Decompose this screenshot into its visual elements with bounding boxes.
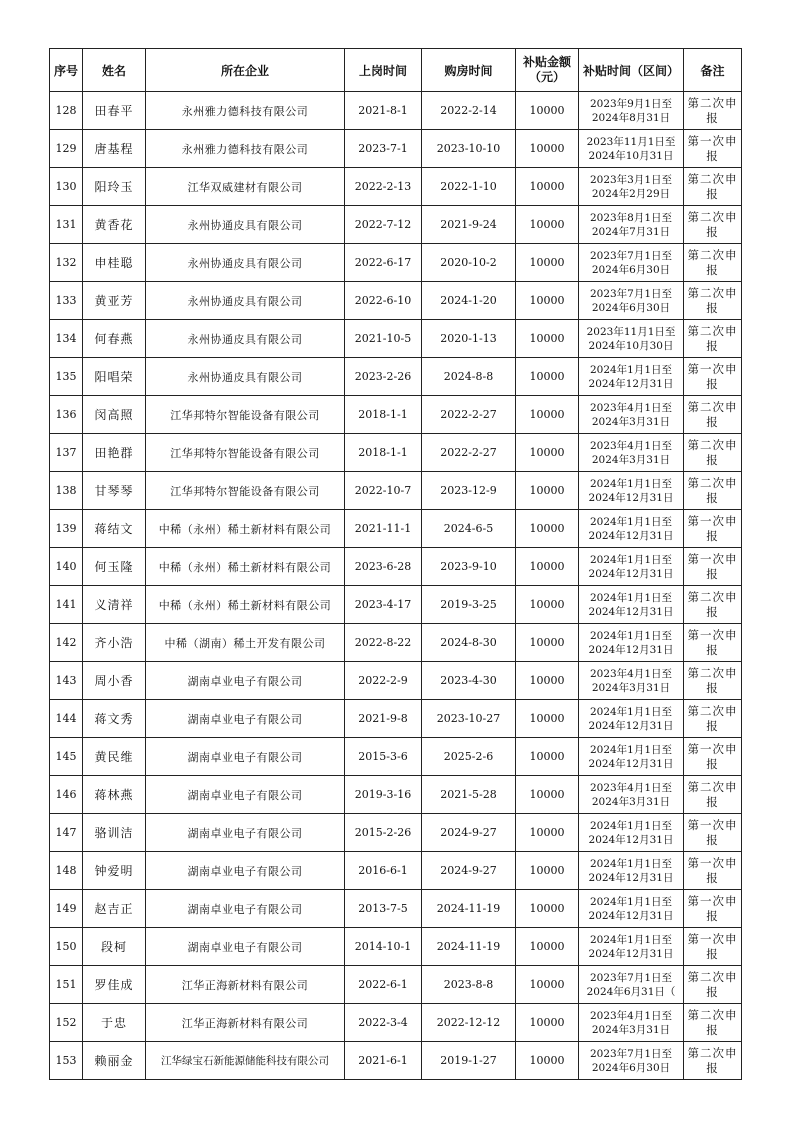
period-from: 2024年1月1日至 — [589, 743, 673, 756]
period-to: 2024年6月31日（ — [586, 985, 676, 998]
cell-purchase-date: 2019-1-27 — [422, 1042, 516, 1080]
cell-period — [579, 206, 684, 244]
table-row — [50, 130, 742, 168]
cell-seq: 147 — [50, 814, 83, 852]
period-to: 2024年12月31日 — [588, 833, 674, 846]
cell-period — [579, 548, 684, 586]
cell-amount: 10000 — [516, 168, 579, 206]
cell-name: 段柯 — [83, 928, 146, 966]
header-note: 备注 — [684, 49, 742, 92]
cell-start-date: 2021-10-5 — [345, 320, 422, 358]
cell-period — [579, 396, 684, 434]
cell-name: 蒋结文 — [83, 510, 146, 548]
period-to: 2024年3月31日 — [591, 415, 671, 428]
cell-note: 第一次申报 — [684, 130, 742, 168]
cell-start-date: 2021-11-1 — [345, 510, 422, 548]
period-from: 2024年1月1日至 — [589, 591, 673, 604]
cell-company: 永州雅力德科技有限公司 — [146, 130, 345, 168]
cell-seq: 139 — [50, 510, 83, 548]
cell-period — [579, 586, 684, 624]
table-row — [50, 510, 742, 548]
cell-note: 第一次申报 — [684, 548, 742, 586]
cell-purchase-date: 2022-1-10 — [422, 168, 516, 206]
cell-note: 第二次申报 — [684, 966, 742, 1004]
cell-period — [579, 510, 684, 548]
cell-start-date: 2021-6-1 — [345, 1042, 422, 1080]
cell-period — [579, 928, 684, 966]
table-row — [50, 776, 742, 814]
cell-name: 蒋文秀 — [83, 700, 146, 738]
cell-amount: 10000 — [516, 662, 579, 700]
period-to: 2024年12月31日 — [588, 529, 674, 542]
cell-purchase-date: 2020-1-13 — [422, 320, 516, 358]
period-from: 2023年3月1日至 — [589, 173, 673, 186]
cell-seq: 131 — [50, 206, 83, 244]
subsidy-table — [49, 48, 742, 1080]
header-company: 所在企业 — [146, 49, 345, 92]
cell-company: 湖南卓业电子有限公司 — [146, 776, 345, 814]
cell-note: 第一次申报 — [684, 928, 742, 966]
cell-note: 第一次申报 — [684, 852, 742, 890]
cell-amount: 10000 — [516, 738, 579, 776]
cell-start-date: 2021-9-8 — [345, 700, 422, 738]
cell-start-date: 2022-7-12 — [345, 206, 422, 244]
cell-start-date: 2015-3-6 — [345, 738, 422, 776]
period-from: 2024年1月1日至 — [589, 363, 673, 376]
cell-start-date: 2014-10-1 — [345, 928, 422, 966]
cell-purchase-date: 2024-8-8 — [422, 358, 516, 396]
cell-amount: 10000 — [516, 776, 579, 814]
period-from: 2024年1月1日至 — [589, 895, 673, 908]
cell-purchase-date: 2019-3-25 — [422, 586, 516, 624]
cell-purchase-date: 2023-10-27 — [422, 700, 516, 738]
cell-start-date: 2019-3-16 — [345, 776, 422, 814]
cell-seq: 140 — [50, 548, 83, 586]
period-from: 2023年7月1日至 — [589, 287, 673, 300]
header-purchase-date: 购房时间 — [422, 49, 516, 92]
cell-company: 湖南卓业电子有限公司 — [146, 928, 345, 966]
cell-company: 江华正海新材料有限公司 — [146, 966, 345, 1004]
cell-period — [579, 244, 684, 282]
cell-purchase-date: 2021-5-28 — [422, 776, 516, 814]
cell-company: 中稀（永州）稀土新材料有限公司 — [146, 510, 345, 548]
cell-name: 周小香 — [83, 662, 146, 700]
period-to: 2024年6月30日 — [591, 263, 671, 276]
cell-period — [579, 434, 684, 472]
cell-start-date: 2023-4-17 — [345, 586, 422, 624]
table-row — [50, 472, 742, 510]
cell-purchase-date: 2022-2-27 — [422, 396, 516, 434]
cell-note: 第一次申报 — [684, 624, 742, 662]
period-from: 2024年1月1日至 — [589, 819, 673, 832]
cell-company: 湖南卓业电子有限公司 — [146, 814, 345, 852]
cell-seq: 152 — [50, 1004, 83, 1042]
table-row — [50, 814, 742, 852]
cell-period — [579, 1042, 684, 1080]
table-row — [50, 586, 742, 624]
cell-start-date: 2022-2-13 — [345, 168, 422, 206]
cell-start-date: 2023-2-26 — [345, 358, 422, 396]
cell-seq: 134 — [50, 320, 83, 358]
cell-name: 黄民维 — [83, 738, 146, 776]
cell-amount: 10000 — [516, 928, 579, 966]
cell-amount: 10000 — [516, 966, 579, 1004]
header-row — [50, 49, 742, 92]
table-body — [50, 92, 742, 1080]
cell-company: 永州协通皮具有限公司 — [146, 206, 345, 244]
period-to: 2024年12月31日 — [588, 377, 674, 390]
cell-seq: 143 — [50, 662, 83, 700]
period-to: 2024年6月30日 — [591, 301, 671, 314]
table-row — [50, 92, 742, 130]
cell-start-date: 2022-2-9 — [345, 662, 422, 700]
period-to: 2024年12月31日 — [588, 491, 674, 504]
cell-amount: 10000 — [516, 890, 579, 928]
table-row — [50, 852, 742, 890]
cell-note: 第二次申报 — [684, 168, 742, 206]
period-from: 2023年7月1日至 — [589, 1047, 673, 1060]
cell-name: 蒋林燕 — [83, 776, 146, 814]
table-row — [50, 168, 742, 206]
cell-seq: 144 — [50, 700, 83, 738]
cell-period — [579, 738, 684, 776]
cell-amount: 10000 — [516, 510, 579, 548]
period-to: 2024年12月31日 — [588, 947, 674, 960]
cell-seq: 132 — [50, 244, 83, 282]
cell-amount: 10000 — [516, 1004, 579, 1042]
cell-name: 何玉隆 — [83, 548, 146, 586]
cell-start-date: 2015-2-26 — [345, 814, 422, 852]
table-row — [50, 1004, 742, 1042]
cell-period — [579, 624, 684, 662]
cell-amount: 10000 — [516, 700, 579, 738]
period-to: 2024年3月31日 — [591, 681, 671, 694]
cell-company: 中稀（永州）稀土新材料有限公司 — [146, 586, 345, 624]
cell-note: 第二次申报 — [684, 92, 742, 130]
table-row — [50, 282, 742, 320]
table-row — [50, 662, 742, 700]
cell-purchase-date: 2023-12-9 — [422, 472, 516, 510]
cell-amount: 10000 — [516, 434, 579, 472]
cell-purchase-date: 2024-1-20 — [422, 282, 516, 320]
cell-period — [579, 852, 684, 890]
cell-purchase-date: 2023-10-10 — [422, 130, 516, 168]
cell-note: 第一次申报 — [684, 738, 742, 776]
cell-start-date: 2022-6-1 — [345, 966, 422, 1004]
table-row — [50, 624, 742, 662]
cell-purchase-date: 2023-4-30 — [422, 662, 516, 700]
period-from: 2024年1月1日至 — [589, 515, 673, 528]
cell-note: 第二次申报 — [684, 700, 742, 738]
cell-amount: 10000 — [516, 1042, 579, 1080]
header-period: 补贴时间（区间） — [579, 49, 684, 92]
cell-seq: 149 — [50, 890, 83, 928]
cell-start-date: 2018-1-1 — [345, 396, 422, 434]
cell-amount: 10000 — [516, 92, 579, 130]
period-from: 2024年1月1日至 — [589, 705, 673, 718]
table-row — [50, 244, 742, 282]
period-from: 2023年4月1日至 — [589, 667, 673, 680]
period-to: 2024年12月31日 — [588, 719, 674, 732]
period-to: 2024年10月31日 — [588, 149, 674, 162]
cell-company: 中稀（湖南）稀土开发有限公司 — [146, 624, 345, 662]
cell-seq: 138 — [50, 472, 83, 510]
cell-name: 骆训洁 — [83, 814, 146, 852]
cell-company: 江华正海新材料有限公司 — [146, 1004, 345, 1042]
cell-amount: 10000 — [516, 472, 579, 510]
cell-period — [579, 282, 684, 320]
cell-purchase-date: 2024-8-30 — [422, 624, 516, 662]
cell-company: 湖南卓业电子有限公司 — [146, 738, 345, 776]
cell-period — [579, 966, 684, 1004]
period-from: 2023年8月1日至 — [589, 211, 673, 224]
cell-start-date: 2018-1-1 — [345, 434, 422, 472]
cell-purchase-date: 2022-12-12 — [422, 1004, 516, 1042]
cell-amount: 10000 — [516, 586, 579, 624]
cell-seq: 128 — [50, 92, 83, 130]
period-to: 2024年12月31日 — [588, 567, 674, 580]
table-row — [50, 206, 742, 244]
table-row — [50, 396, 742, 434]
cell-company: 永州协通皮具有限公司 — [146, 244, 345, 282]
cell-company: 江华邦特尔智能设备有限公司 — [146, 472, 345, 510]
period-from: 2023年11月1日至 — [586, 135, 676, 148]
table-row — [50, 738, 742, 776]
cell-seq: 136 — [50, 396, 83, 434]
period-to: 2024年12月31日 — [588, 871, 674, 884]
cell-amount: 10000 — [516, 396, 579, 434]
cell-company: 江华绿宝石新能源储能科技有限公司 — [146, 1042, 345, 1080]
period-to: 2024年7月31日 — [591, 225, 671, 238]
cell-purchase-date: 2021-9-24 — [422, 206, 516, 244]
cell-name: 赵吉正 — [83, 890, 146, 928]
cell-amount: 10000 — [516, 814, 579, 852]
period-from: 2024年1月1日至 — [589, 553, 673, 566]
period-to: 2024年12月31日 — [588, 643, 674, 656]
cell-start-date: 2022-10-7 — [345, 472, 422, 510]
period-from: 2023年7月1日至 — [589, 249, 673, 262]
cell-note: 第二次申报 — [684, 662, 742, 700]
cell-amount: 10000 — [516, 282, 579, 320]
period-from: 2023年4月1日至 — [589, 1009, 673, 1022]
cell-company: 江华双威建材有限公司 — [146, 168, 345, 206]
header-seq: 序号 — [50, 49, 83, 92]
cell-purchase-date: 2022-2-27 — [422, 434, 516, 472]
period-to: 2024年10月30日 — [588, 339, 674, 352]
cell-company: 湖南卓业电子有限公司 — [146, 890, 345, 928]
cell-amount: 10000 — [516, 130, 579, 168]
cell-name: 黄香花 — [83, 206, 146, 244]
period-from: 2024年1月1日至 — [589, 857, 673, 870]
cell-period — [579, 662, 684, 700]
cell-purchase-date: 2024-6-5 — [422, 510, 516, 548]
cell-name: 何春燕 — [83, 320, 146, 358]
table-row — [50, 966, 742, 1004]
cell-period — [579, 358, 684, 396]
cell-period — [579, 92, 684, 130]
cell-seq: 148 — [50, 852, 83, 890]
cell-note: 第二次申报 — [684, 1004, 742, 1042]
cell-name: 申桂聪 — [83, 244, 146, 282]
cell-note: 第一次申报 — [684, 358, 742, 396]
cell-start-date: 2021-8-1 — [345, 92, 422, 130]
cell-note: 第二次申报 — [684, 776, 742, 814]
cell-note: 第一次申报 — [684, 890, 742, 928]
cell-seq: 141 — [50, 586, 83, 624]
cell-note: 第二次申报 — [684, 282, 742, 320]
cell-company: 永州协通皮具有限公司 — [146, 282, 345, 320]
cell-start-date: 2023-7-1 — [345, 130, 422, 168]
period-from: 2023年11月1日至 — [586, 325, 676, 338]
cell-period — [579, 814, 684, 852]
table-row — [50, 1042, 742, 1080]
cell-name: 黄亚芳 — [83, 282, 146, 320]
period-to: 2024年3月31日 — [591, 795, 671, 808]
cell-amount: 10000 — [516, 320, 579, 358]
cell-seq: 151 — [50, 966, 83, 1004]
cell-seq: 150 — [50, 928, 83, 966]
period-to: 2024年3月31日 — [591, 1023, 671, 1036]
period-to: 2024年8月31日 — [591, 111, 671, 124]
cell-company: 中稀（永州）稀土新材料有限公司 — [146, 548, 345, 586]
cell-company: 永州协通皮具有限公司 — [146, 320, 345, 358]
cell-seq: 142 — [50, 624, 83, 662]
cell-purchase-date: 2024-9-27 — [422, 852, 516, 890]
period-to: 2024年12月31日 — [588, 605, 674, 618]
cell-period — [579, 700, 684, 738]
cell-name: 于忠 — [83, 1004, 146, 1042]
header-amount: 补贴金额（元） — [516, 49, 579, 92]
cell-start-date: 2022-3-4 — [345, 1004, 422, 1042]
cell-name: 钟爱明 — [83, 852, 146, 890]
cell-period — [579, 776, 684, 814]
cell-seq: 133 — [50, 282, 83, 320]
cell-amount: 10000 — [516, 358, 579, 396]
cell-name: 赖丽金 — [83, 1042, 146, 1080]
cell-name: 罗佳成 — [83, 966, 146, 1004]
period-from: 2023年4月1日至 — [589, 439, 673, 452]
cell-amount: 10000 — [516, 244, 579, 282]
cell-note: 第二次申报 — [684, 206, 742, 244]
cell-company: 湖南卓业电子有限公司 — [146, 662, 345, 700]
cell-note: 第二次申报 — [684, 472, 742, 510]
cell-start-date: 2016-6-1 — [345, 852, 422, 890]
table-row — [50, 320, 742, 358]
cell-period — [579, 1004, 684, 1042]
table-row — [50, 700, 742, 738]
cell-name: 田春平 — [83, 92, 146, 130]
cell-note: 第一次申报 — [684, 814, 742, 852]
table-row — [50, 358, 742, 396]
cell-name: 阳玲玉 — [83, 168, 146, 206]
period-from: 2023年9月1日至 — [589, 97, 673, 110]
cell-seq: 153 — [50, 1042, 83, 1080]
header-name: 姓名 — [83, 49, 146, 92]
header-start-date: 上岗时间 — [345, 49, 422, 92]
cell-name: 闵高照 — [83, 396, 146, 434]
cell-note: 第二次申报 — [684, 1042, 742, 1080]
cell-name: 田艳群 — [83, 434, 146, 472]
period-from: 2023年7月1日至 — [589, 971, 673, 984]
cell-period — [579, 168, 684, 206]
cell-purchase-date: 2020-10-2 — [422, 244, 516, 282]
period-from: 2024年1月1日至 — [589, 933, 673, 946]
cell-company: 江华邦特尔智能设备有限公司 — [146, 434, 345, 472]
cell-start-date: 2022-6-17 — [345, 244, 422, 282]
table-row — [50, 434, 742, 472]
period-from: 2023年4月1日至 — [589, 781, 673, 794]
cell-purchase-date: 2025-2-6 — [422, 738, 516, 776]
cell-amount: 10000 — [516, 624, 579, 662]
cell-company: 江华邦特尔智能设备有限公司 — [146, 396, 345, 434]
cell-seq: 129 — [50, 130, 83, 168]
period-to: 2024年12月31日 — [588, 909, 674, 922]
cell-seq: 130 — [50, 168, 83, 206]
cell-name: 甘琴琴 — [83, 472, 146, 510]
cell-note: 第二次申报 — [684, 396, 742, 434]
cell-name: 唐基程 — [83, 130, 146, 168]
cell-purchase-date: 2023-8-8 — [422, 966, 516, 1004]
cell-name: 义清祥 — [83, 586, 146, 624]
cell-purchase-date: 2024-11-19 — [422, 928, 516, 966]
cell-start-date: 2022-6-10 — [345, 282, 422, 320]
cell-purchase-date: 2023-9-10 — [422, 548, 516, 586]
cell-purchase-date: 2024-9-27 — [422, 814, 516, 852]
cell-purchase-date: 2024-11-19 — [422, 890, 516, 928]
cell-period — [579, 130, 684, 168]
period-to: 2024年12月31日 — [588, 757, 674, 770]
cell-start-date: 2022-8-22 — [345, 624, 422, 662]
cell-name: 阳唱荣 — [83, 358, 146, 396]
table-row — [50, 548, 742, 586]
cell-period — [579, 320, 684, 358]
cell-amount: 10000 — [516, 548, 579, 586]
cell-company: 湖南卓业电子有限公司 — [146, 700, 345, 738]
cell-name: 齐小浩 — [83, 624, 146, 662]
cell-note: 第二次申报 — [684, 434, 742, 472]
cell-start-date: 2013-7-5 — [345, 890, 422, 928]
cell-note: 第一次申报 — [684, 510, 742, 548]
cell-company: 永州雅力德科技有限公司 — [146, 92, 345, 130]
table-row — [50, 928, 742, 966]
cell-period — [579, 890, 684, 928]
cell-period — [579, 472, 684, 510]
cell-purchase-date: 2022-2-14 — [422, 92, 516, 130]
cell-note: 第二次申报 — [684, 586, 742, 624]
cell-note: 第二次申报 — [684, 244, 742, 282]
cell-note: 第二次申报 — [684, 320, 742, 358]
period-to: 2024年3月31日 — [591, 453, 671, 466]
cell-amount: 10000 — [516, 852, 579, 890]
period-from: 2023年4月1日至 — [589, 401, 673, 414]
cell-seq: 135 — [50, 358, 83, 396]
cell-seq: 137 — [50, 434, 83, 472]
cell-amount: 10000 — [516, 206, 579, 244]
cell-company: 湖南卓业电子有限公司 — [146, 852, 345, 890]
cell-start-date: 2023-6-28 — [345, 548, 422, 586]
period-from: 2024年1月1日至 — [589, 477, 673, 490]
period-from: 2024年1月1日至 — [589, 629, 673, 642]
cell-seq: 145 — [50, 738, 83, 776]
cell-company: 永州协通皮具有限公司 — [146, 358, 345, 396]
table-row — [50, 890, 742, 928]
period-to: 2024年6月30日 — [591, 1061, 671, 1074]
cell-seq: 146 — [50, 776, 83, 814]
period-to: 2024年2月29日 — [591, 187, 671, 200]
